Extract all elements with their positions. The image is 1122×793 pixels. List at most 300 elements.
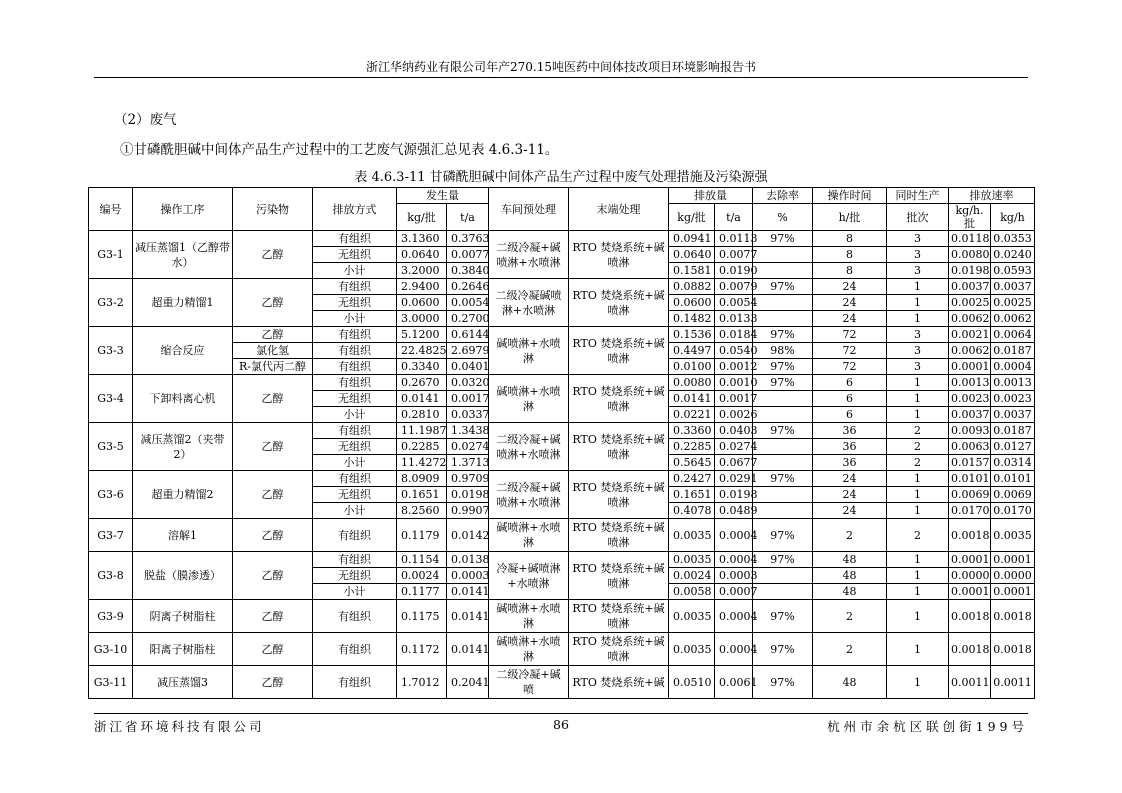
rate-kg-per-h: 0.0004	[991, 359, 1035, 375]
generation-kg-per-batch: 8.2560	[397, 503, 447, 519]
emission-t-per-year: 0.0004	[715, 519, 753, 552]
pollutant-name: 乙醇	[233, 666, 313, 699]
emission-mode: 有组织	[313, 552, 397, 568]
emission-t-per-year: 0.0007	[715, 584, 753, 600]
concurrent-batches: 3	[887, 247, 949, 263]
concurrent-batches: 3	[887, 343, 949, 359]
rate-kg-per-h: 0.0353	[991, 231, 1035, 247]
pollutant-name: R-氯代丙二醇	[233, 359, 313, 375]
emission-kg-per-batch: 0.3360	[669, 423, 715, 439]
rate-kg-per-h-batch: 0.0018	[949, 519, 991, 552]
emission-kg-per-batch: 0.0035	[669, 552, 715, 568]
emission-t-per-year: 0.0012	[715, 359, 753, 375]
emission-kg-per-batch: 0.1651	[669, 487, 715, 503]
table-row	[89, 471, 1035, 487]
emission-t-per-year: 0.0026	[715, 407, 753, 423]
removal-rate: 97%	[753, 666, 813, 699]
emission-t-per-year: 0.0113	[715, 231, 753, 247]
concurrent-batches: 3	[887, 231, 949, 247]
rate-kg-per-h: 0.0037	[991, 279, 1035, 295]
rate-kg-per-h: 0.0013	[991, 375, 1035, 391]
generation-t-per-year: 1.3438	[447, 423, 489, 439]
workshop-pretreatment: 二级冷凝碱喷淋+水喷淋	[489, 279, 569, 327]
emission-mode: 有组织	[313, 327, 397, 343]
operation-time: 24	[813, 311, 887, 327]
generation-t-per-year: 0.0198	[447, 487, 489, 503]
rate-kg-per-h-batch: 0.0101	[949, 471, 991, 487]
generation-t-per-year: 0.2646	[447, 279, 489, 295]
removal-rate	[753, 295, 813, 311]
rate-kg-per-h: 0.0187	[991, 343, 1035, 359]
concurrent-batches: 3	[887, 327, 949, 343]
emission-t-per-year: 0.0677	[715, 455, 753, 471]
removal-rate	[753, 584, 813, 600]
removal-rate	[753, 503, 813, 519]
workshop-pretreatment: 二级冷凝+碱喷淋+水喷淋	[489, 471, 569, 519]
source-id: G3-2	[89, 279, 133, 327]
rate-kg-per-h: 0.0101	[991, 471, 1035, 487]
generation-t-per-year: 0.0003	[447, 568, 489, 584]
process-name: 减压蒸馏1（乙醇带水）	[133, 231, 233, 279]
header-emission: 排放量	[669, 188, 753, 204]
header-process: 操作工序	[133, 188, 233, 231]
generation-kg-per-batch: 0.2810	[397, 407, 447, 423]
intro-paragraph: ①甘磷酰胆碱中间体产品生产过程中的工艺废气源强汇总见表 4.6.3-11。	[120, 142, 559, 158]
removal-rate: 97%	[753, 279, 813, 295]
header-removal: 去除率	[753, 188, 813, 204]
emission-t-per-year: 0.0054	[715, 295, 753, 311]
emission-mode: 小计	[313, 503, 397, 519]
removal-rate: 97%	[753, 633, 813, 666]
emission-mode: 有组织	[313, 633, 397, 666]
emission-kg-per-batch: 0.0035	[669, 600, 715, 633]
concurrent-batches: 2	[887, 455, 949, 471]
rate-kg-per-h-batch: 0.0001	[949, 552, 991, 568]
generation-t-per-year: 0.9709	[447, 471, 489, 487]
process-name: 溶解1	[133, 519, 233, 552]
generation-t-per-year: 0.0054	[447, 295, 489, 311]
rate-kg-per-h: 0.0018	[991, 600, 1035, 633]
emission-t-per-year: 0.0133	[715, 311, 753, 327]
emission-mode: 小计	[313, 584, 397, 600]
emission-t-per-year: 0.0004	[715, 633, 753, 666]
concurrent-batches: 1	[887, 487, 949, 503]
header-time: 操作时间	[813, 188, 887, 204]
pollutant-name: 乙醇	[233, 552, 313, 600]
pollutant-name: 乙醇	[233, 423, 313, 471]
rate-kg-per-h: 0.0062	[991, 311, 1035, 327]
rate-kg-per-h-batch: 0.0013	[949, 375, 991, 391]
concurrent-batches: 1	[887, 279, 949, 295]
emission-kg-per-batch: 0.0080	[669, 375, 715, 391]
workshop-pretreatment: 碱喷淋+水喷淋	[489, 633, 569, 666]
generation-kg-per-batch: 2.9400	[397, 279, 447, 295]
generation-kg-per-batch: 0.0141	[397, 391, 447, 407]
removal-rate	[753, 311, 813, 327]
rate-kg-per-h-batch: 0.0157	[949, 455, 991, 471]
generation-kg-per-batch: 11.4272	[397, 455, 447, 471]
rate-kg-per-h: 0.0069	[991, 487, 1035, 503]
rate-kg-per-h-batch: 0.0011	[949, 666, 991, 699]
generation-t-per-year: 0.6144	[447, 327, 489, 343]
generation-kg-per-batch: 0.1179	[397, 519, 447, 552]
end-treatment: RTO 焚烧系统+碱喷淋	[569, 519, 669, 552]
generation-t-per-year: 0.3840	[447, 263, 489, 279]
generation-t-per-year: 0.0320	[447, 375, 489, 391]
source-id: G3-6	[89, 471, 133, 519]
operation-time: 24	[813, 471, 887, 487]
header-gen-unit-ta: t/a	[447, 204, 489, 231]
emission-kg-per-batch: 0.0600	[669, 295, 715, 311]
operation-time: 72	[813, 359, 887, 375]
generation-t-per-year: 0.9907	[447, 503, 489, 519]
operation-time: 24	[813, 295, 887, 311]
generation-t-per-year: 0.2700	[447, 311, 489, 327]
generation-kg-per-batch: 11.1987	[397, 423, 447, 439]
end-treatment: RTO 焚烧系统+碱喷淋	[569, 231, 669, 279]
header-id: 编号	[89, 188, 133, 231]
rate-kg-per-h: 0.0240	[991, 247, 1035, 263]
rate-kg-per-h-batch: 0.0080	[949, 247, 991, 263]
emission-kg-per-batch: 0.4078	[669, 503, 715, 519]
emission-mode: 有组织	[313, 231, 397, 247]
table-row	[89, 552, 1035, 568]
generation-t-per-year: 0.0077	[447, 247, 489, 263]
pollutant-name: 乙醇	[233, 327, 313, 343]
emission-t-per-year: 0.0004	[715, 552, 753, 568]
removal-rate	[753, 391, 813, 407]
rate-kg-per-h-batch: 0.0021	[949, 327, 991, 343]
pollutant-name: 乙醇	[233, 471, 313, 519]
generation-kg-per-batch: 0.0600	[397, 295, 447, 311]
emission-kg-per-batch: 0.0221	[669, 407, 715, 423]
rate-kg-per-h-batch: 0.0093	[949, 423, 991, 439]
end-treatment: RTO 焚烧系统+碱喷淋	[569, 327, 669, 375]
emission-mode: 小计	[313, 407, 397, 423]
rate-kg-per-h-batch: 0.0023	[949, 391, 991, 407]
emission-kg-per-batch: 0.5645	[669, 455, 715, 471]
workshop-pretreatment: 二级冷凝+碱喷淋+水喷淋	[489, 231, 569, 279]
emission-mode: 有组织	[313, 471, 397, 487]
emission-t-per-year: 0.0540	[715, 343, 753, 359]
header-generation: 发生量	[397, 188, 489, 204]
table-caption: 表 4.6.3-11 甘磷酰胆碱中间体产品生产过程中废气处理措施及污染源强	[354, 170, 768, 185]
operation-time: 2	[813, 519, 887, 552]
operation-time: 36	[813, 439, 887, 455]
header-rate: 排放速率	[949, 188, 1035, 204]
generation-t-per-year: 0.2041	[447, 666, 489, 699]
emission-t-per-year: 0.0190	[715, 263, 753, 279]
generation-kg-per-batch: 0.0640	[397, 247, 447, 263]
removal-rate	[753, 407, 813, 423]
emission-mode: 有组织	[313, 666, 397, 699]
emission-kg-per-batch: 0.1482	[669, 311, 715, 327]
header-rate-unit-kgh-batch: kg/h.批	[949, 204, 991, 231]
concurrent-batches: 2	[887, 439, 949, 455]
emission-mode: 无组织	[313, 391, 397, 407]
header-rule	[94, 77, 1028, 78]
generation-kg-per-batch: 0.1154	[397, 552, 447, 568]
header-em-unit-kg: kg/批	[669, 204, 715, 231]
emission-mode: 无组织	[313, 568, 397, 584]
workshop-pretreatment: 二级冷凝+碱喷	[489, 666, 569, 699]
emission-t-per-year: 0.0291	[715, 471, 753, 487]
operation-time: 8	[813, 247, 887, 263]
concurrent-batches: 3	[887, 263, 949, 279]
rate-kg-per-h: 0.0127	[991, 439, 1035, 455]
workshop-pretreatment: 碱喷淋+水喷淋	[489, 327, 569, 375]
removal-rate	[753, 439, 813, 455]
emission-mode: 有组织	[313, 359, 397, 375]
header-pollutant: 污染物	[233, 188, 313, 231]
generation-kg-per-batch: 0.0024	[397, 568, 447, 584]
emission-t-per-year: 0.0077	[715, 247, 753, 263]
operation-time: 48	[813, 552, 887, 568]
operation-time: 2	[813, 633, 887, 666]
generation-kg-per-batch: 3.1360	[397, 231, 447, 247]
end-treatment: RTO 焚烧系统+碱	[569, 666, 669, 699]
emission-kg-per-batch: 0.0035	[669, 633, 715, 666]
emission-t-per-year: 0.0004	[715, 600, 753, 633]
concurrent-batches: 1	[887, 391, 949, 407]
table-row	[89, 423, 1035, 439]
operation-time: 48	[813, 666, 887, 699]
generation-kg-per-batch: 0.1175	[397, 600, 447, 633]
rate-kg-per-h-batch: 0.0063	[949, 439, 991, 455]
rate-kg-per-h-batch: 0.0069	[949, 487, 991, 503]
operation-time: 24	[813, 503, 887, 519]
source-id: G3-7	[89, 519, 133, 552]
source-id: G3-8	[89, 552, 133, 600]
generation-kg-per-batch: 22.4825	[397, 343, 447, 359]
rate-kg-per-h: 0.0170	[991, 503, 1035, 519]
concurrent-batches: 3	[887, 359, 949, 375]
concurrent-batches: 1	[887, 552, 949, 568]
table-row	[89, 600, 1035, 633]
operation-time: 24	[813, 279, 887, 295]
generation-kg-per-batch: 0.2670	[397, 375, 447, 391]
operation-time: 6	[813, 391, 887, 407]
process-name: 减压蒸馏3	[133, 666, 233, 699]
workshop-pretreatment: 碱喷淋+水喷淋	[489, 375, 569, 423]
header-batch: 同时生产	[887, 188, 949, 204]
table-row	[89, 633, 1035, 666]
operation-time: 36	[813, 455, 887, 471]
process-name: 缩合反应	[133, 327, 233, 375]
removal-rate: 98%	[753, 343, 813, 359]
generation-t-per-year: 2.6979	[447, 343, 489, 359]
concurrent-batches: 1	[887, 568, 949, 584]
header-time-unit: h/批	[813, 204, 887, 231]
pollutant-name: 乙醇	[233, 279, 313, 327]
footer-company: 浙江省环境科技有限公司	[94, 719, 265, 734]
rate-kg-per-h-batch: 0.0170	[949, 503, 991, 519]
rate-kg-per-h: 0.0314	[991, 455, 1035, 471]
source-id: G3-1	[89, 231, 133, 279]
generation-t-per-year: 0.0401	[447, 359, 489, 375]
generation-kg-per-batch: 5.1200	[397, 327, 447, 343]
header-rate-unit-kgh: kg/h	[991, 204, 1035, 231]
header-gen-unit-kg: kg/批	[397, 204, 447, 231]
rate-kg-per-h-batch: 0.0198	[949, 263, 991, 279]
workshop-pretreatment: 碱喷淋+水喷淋	[489, 519, 569, 552]
emission-mode: 小计	[313, 263, 397, 279]
header-pretreatment: 车间预处理	[489, 188, 569, 231]
concurrent-batches: 2	[887, 519, 949, 552]
rate-kg-per-h: 0.0023	[991, 391, 1035, 407]
rate-kg-per-h: 0.0064	[991, 327, 1035, 343]
operation-time: 72	[813, 327, 887, 343]
emission-kg-per-batch: 0.1536	[669, 327, 715, 343]
header-mode: 排放方式	[313, 188, 397, 231]
workshop-pretreatment: 冷凝+碱喷淋+水喷淋	[489, 552, 569, 600]
emission-mode: 小计	[313, 455, 397, 471]
emission-kg-per-batch: 0.0058	[669, 584, 715, 600]
generation-t-per-year: 0.0017	[447, 391, 489, 407]
removal-rate	[753, 487, 813, 503]
rate-kg-per-h: 0.0593	[991, 263, 1035, 279]
process-name: 阴离子树脂柱	[133, 600, 233, 633]
rate-kg-per-h-batch: 0.0062	[949, 343, 991, 359]
generation-t-per-year: 0.0141	[447, 600, 489, 633]
workshop-pretreatment: 二级冷凝+碱喷淋+水喷淋	[489, 423, 569, 471]
source-id: G3-9	[89, 600, 133, 633]
emission-kg-per-batch: 0.0100	[669, 359, 715, 375]
table-row	[89, 666, 1035, 699]
source-id: G3-4	[89, 375, 133, 423]
generation-t-per-year: 0.0141	[447, 633, 489, 666]
emission-kg-per-batch: 0.0640	[669, 247, 715, 263]
emission-mode: 有组织	[313, 279, 397, 295]
emission-kg-per-batch: 0.4497	[669, 343, 715, 359]
rate-kg-per-h: 0.0011	[991, 666, 1035, 699]
emission-table	[88, 187, 1035, 699]
operation-time: 6	[813, 407, 887, 423]
end-treatment: RTO 焚烧系统+碱喷淋	[569, 552, 669, 600]
operation-time: 48	[813, 568, 887, 584]
removal-rate: 97%	[753, 231, 813, 247]
table-row	[89, 279, 1035, 295]
source-id: G3-3	[89, 327, 133, 375]
process-name: 脱盐（膜渗透）	[133, 552, 233, 600]
concurrent-batches: 1	[887, 584, 949, 600]
generation-t-per-year: 0.0274	[447, 439, 489, 455]
operation-time: 6	[813, 375, 887, 391]
emission-t-per-year: 0.0489	[715, 503, 753, 519]
emission-kg-per-batch: 0.1581	[669, 263, 715, 279]
header-batch-unit: 批次	[887, 204, 949, 231]
concurrent-batches: 1	[887, 600, 949, 633]
removal-rate	[753, 247, 813, 263]
emission-kg-per-batch: 0.0882	[669, 279, 715, 295]
pollutant-name: 乙醇	[233, 633, 313, 666]
process-name: 下卸料离心机	[133, 375, 233, 423]
generation-t-per-year: 0.3763	[447, 231, 489, 247]
emission-kg-per-batch: 0.0024	[669, 568, 715, 584]
rate-kg-per-h: 0.0187	[991, 423, 1035, 439]
rate-kg-per-h-batch: 0.0037	[949, 279, 991, 295]
emission-kg-per-batch: 0.0141	[669, 391, 715, 407]
emission-t-per-year: 0.0010	[715, 375, 753, 391]
pollutant-name: 乙醇	[233, 519, 313, 552]
footer-rule	[94, 713, 1028, 714]
rate-kg-per-h: 0.0018	[991, 633, 1035, 666]
rate-kg-per-h: 0.0037	[991, 407, 1035, 423]
emission-mode: 无组织	[313, 247, 397, 263]
end-treatment: RTO 焚烧系统+碱喷淋	[569, 600, 669, 633]
concurrent-batches: 1	[887, 633, 949, 666]
emission-mode: 无组织	[313, 439, 397, 455]
emission-t-per-year: 0.0274	[715, 439, 753, 455]
generation-kg-per-batch: 8.0909	[397, 471, 447, 487]
emission-t-per-year: 0.0003	[715, 568, 753, 584]
emission-t-per-year: 0.0403	[715, 423, 753, 439]
operation-time: 36	[813, 423, 887, 439]
emission-t-per-year: 0.0184	[715, 327, 753, 343]
rate-kg-per-h: 0.0001	[991, 584, 1035, 600]
generation-t-per-year: 0.0141	[447, 584, 489, 600]
operation-time: 8	[813, 263, 887, 279]
concurrent-batches: 1	[887, 503, 949, 519]
process-name: 超重力精馏1	[133, 279, 233, 327]
end-treatment: RTO 焚烧系统+碱喷淋	[569, 279, 669, 327]
process-name: 超重力精馏2	[133, 471, 233, 519]
concurrent-batches: 2	[887, 423, 949, 439]
emission-kg-per-batch: 0.2285	[669, 439, 715, 455]
operation-time: 24	[813, 487, 887, 503]
header-removal-unit: %	[753, 204, 813, 231]
end-treatment: RTO 焚烧系统+碱喷淋	[569, 375, 669, 423]
rate-kg-per-h-batch: 0.0001	[949, 584, 991, 600]
emission-kg-per-batch: 0.2427	[669, 471, 715, 487]
rate-kg-per-h: 0.0025	[991, 295, 1035, 311]
emission-kg-per-batch: 0.0510	[669, 666, 715, 699]
source-id: G3-10	[89, 633, 133, 666]
page-number: 86	[553, 717, 569, 732]
emission-mode: 有组织	[313, 423, 397, 439]
operation-time: 2	[813, 600, 887, 633]
process-name: 阳离子树脂柱	[133, 633, 233, 666]
rate-kg-per-h-batch: 0.0062	[949, 311, 991, 327]
concurrent-batches: 1	[887, 666, 949, 699]
generation-t-per-year: 0.0142	[447, 519, 489, 552]
end-treatment: RTO 焚烧系统+碱喷淋	[569, 471, 669, 519]
generation-kg-per-batch: 1.7012	[397, 666, 447, 699]
generation-kg-per-batch: 0.1651	[397, 487, 447, 503]
emission-mode: 小计	[313, 311, 397, 327]
emission-t-per-year: 0.0017	[715, 391, 753, 407]
pollutant-name: 乙醇	[233, 600, 313, 633]
footer-address: 杭州市余杭区联创街199号	[827, 719, 1028, 734]
removal-rate: 97%	[753, 471, 813, 487]
removal-rate: 97%	[753, 359, 813, 375]
emission-mode: 有组织	[313, 375, 397, 391]
generation-t-per-year: 0.0337	[447, 407, 489, 423]
generation-kg-per-batch: 0.3340	[397, 359, 447, 375]
generation-kg-per-batch: 3.0000	[397, 311, 447, 327]
emission-t-per-year: 0.0079	[715, 279, 753, 295]
source-id: G3-5	[89, 423, 133, 471]
removal-rate: 97%	[753, 519, 813, 552]
emission-mode: 有组织	[313, 343, 397, 359]
emission-mode: 有组织	[313, 519, 397, 552]
operation-time: 8	[813, 231, 887, 247]
table-row	[89, 519, 1035, 552]
concurrent-batches: 1	[887, 295, 949, 311]
concurrent-batches: 1	[887, 471, 949, 487]
generation-kg-per-batch: 0.1172	[397, 633, 447, 666]
emission-mode: 无组织	[313, 487, 397, 503]
